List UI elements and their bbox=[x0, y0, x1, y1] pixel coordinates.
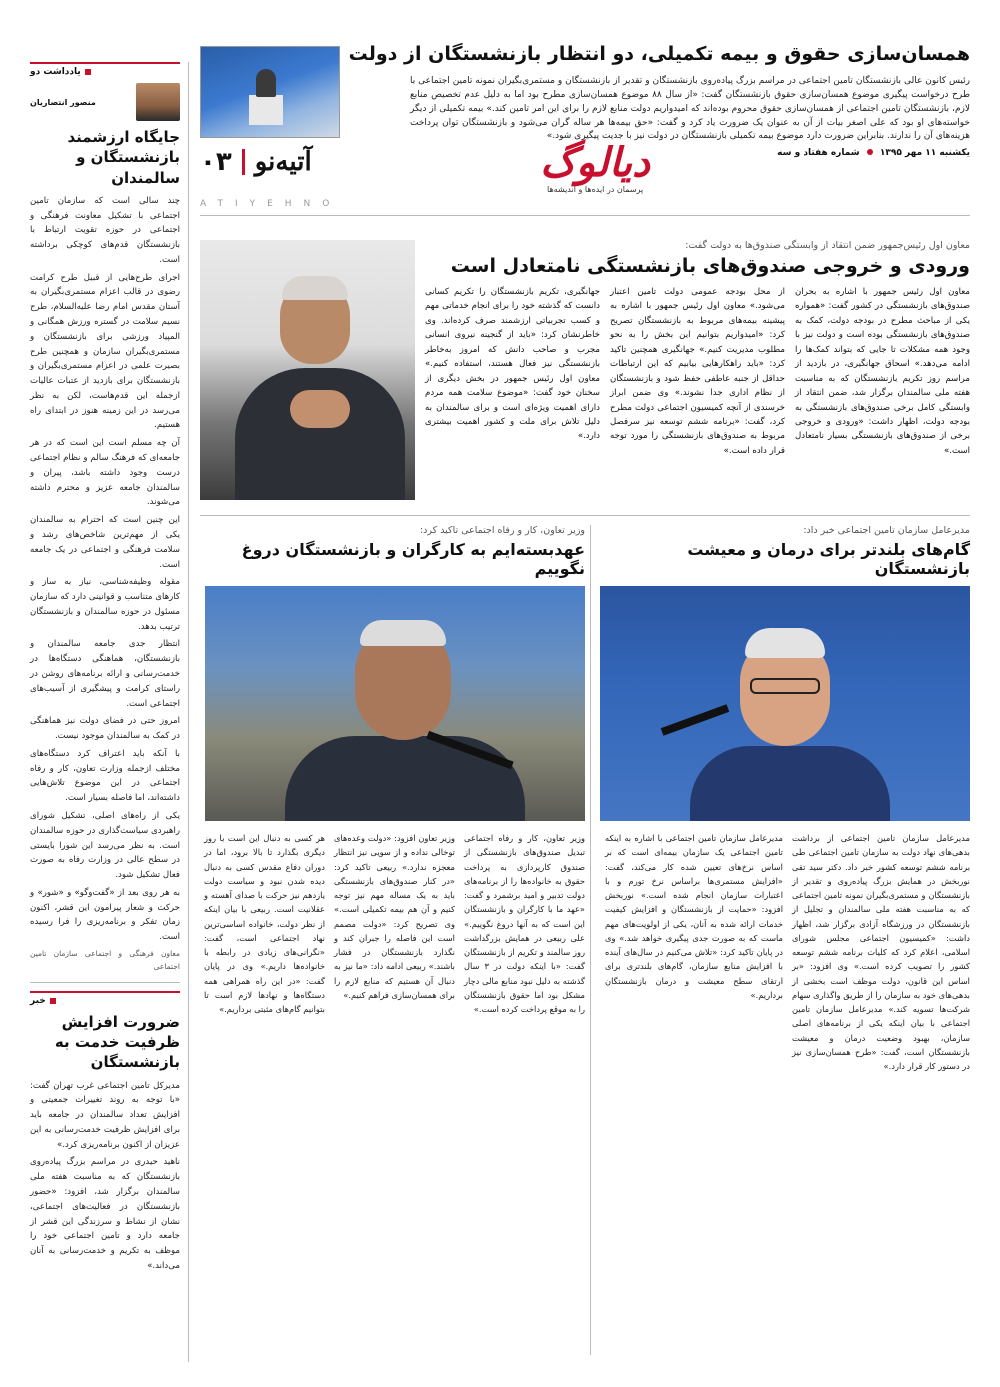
sidebar-para: این چنین است که احترام به سالمندان یکی از مهم‌ترین شاخص‌های رشد و سلامت فرهنگی و اجتماعی در یک جامعه است. bbox=[30, 515, 180, 570]
issue-number: شماره هفتاد و سه bbox=[777, 148, 860, 158]
story-photo bbox=[600, 586, 970, 821]
sidebar bbox=[30, 62, 180, 1277]
suit-shape bbox=[235, 368, 405, 500]
sidebar-para: انتظار جدی جامعه سالمندان و بازنشستگان، هماهنگی دستگاه‌ها در خدمت‌رسانی و ارائه برنامه‌های روشن در راستای کرامت و پیشگیری از آسیب‌های اجتماعی است. bbox=[30, 639, 180, 709]
square-bullet-icon bbox=[85, 69, 91, 75]
story-title[interactable]: عهدبسته‌ایم به کارگران و بازنشستگان دروغ نگوییم bbox=[241, 540, 585, 578]
kicker-label: یادداشت دو bbox=[30, 67, 81, 77]
story-ceo bbox=[595, 525, 970, 1074]
podium-shape bbox=[249, 95, 283, 125]
story-title[interactable]: گام‌های بلندتر برای درمان و معیشت بازنشستگان bbox=[687, 540, 970, 578]
news-kicker bbox=[30, 991, 180, 1006]
brand[interactable] bbox=[540, 139, 650, 194]
sidebar-para: یکی از راه‌های اصلی، تشکیل شورای راهبردی سیاست‌گذاری در حوزه سالمندان است. به نظر می‌رسد این شورا بایستی در سطح عالی در وزارت رفاه به صورت فعال تشکیل شود. bbox=[30, 811, 180, 881]
news-para: ناهید حیدری در مراسم بزرگ پیاده‌روی بازنشستگان که به مناسبت هفته ملی سالمندان برگزار شد، افزود: «حضور بازنشستگان در فعالیت‌های اجتماعی، نشان از نشاط و سرزندگی این قشر از جامعه دارد و تامین اجتماعی خود را موظف به تکریم و خدمت‌رسانی به آنان می‌داند.» bbox=[30, 1157, 180, 1271]
glasses-shape bbox=[750, 678, 820, 694]
text-column: از محل بودجه عمومی دولت تامین اعتبار می‌شود.» معاون اول رئیس جمهور با اشاره به پیشینه بیمه‌های مربوط به بازنشستگان تصریح کرد: «امیدواریم بتوانیم این بخش را به نحو مطلوب مدیریت کنیم.» جهانگیری همچنین تاکید کرد: «باید راهکارهایی بیابیم که این ارتباطات حداقل از جنبه عاطفی حفظ شود و بازنشستگان از نظام اداری جدا نشوند.» وی ضمن ابراز خرسندی از آنچه کمیسیون اجتماعی دولت مطرح کرد، گفت: «برنامه ششم توسعه نیز سرفصل مربوط به صندوق‌های بازنشستگی را مورد توجه قرار داده است.» bbox=[610, 287, 785, 456]
hair-shape bbox=[360, 620, 446, 646]
hands-shape bbox=[290, 390, 350, 428]
author-box bbox=[30, 83, 180, 121]
story-minister bbox=[200, 525, 585, 1016]
sidebar-source: معاون فرهنگی و اجتماعی سازمان تامین اجتماعی bbox=[30, 949, 180, 971]
page-number: ۰۳ bbox=[200, 147, 232, 177]
section-divider bbox=[242, 149, 245, 175]
story-kicker: وزیر تعاون، کار و رفاه اجتماعی تاکید کرد: bbox=[419, 525, 585, 536]
sidebar-para: امروز حتی در فضای دولت نیز هماهنگی در کمک به سالمندان موجود نیست. bbox=[30, 716, 180, 742]
sidebar-para: مقوله وظیفه‌شناسی، نیاز به ساز و کارهای متناسب و قوانینی دارد که سازمان مسئول در حوزه سالمندان و بازنشستگان ترتیب بدهد. bbox=[30, 577, 180, 632]
sidebar-divider bbox=[188, 62, 189, 1362]
teaser-body: رئیس کانون عالی بازنشستگان تامین اجتماعی در مراسم بزرگ پیاده‌روی بازنشستگان و تقدیر از بازنشستگان و مستمری‌بگیران نمونه تامین اجتماعی با طرح درخواست پیگیری موضوع همسان‌سازی حقوق بازنشستگان گفت: «از سال ۸۸ موضوع همسان‌سازی مطرح بود اما به دلیل عدم تخصیص منابع لازم، بازنشستگان تامین اجتماعی از همسان‌سازی حقوق محروم بوده‌اند که امیدواریم دولت منابع لازم را برای این امر تامین کند.» بیمه تکمیلی از دیگر خواسته‌های او بود که علی اصغر بیات از آن به عنوان یک ضرورت یاد کرد و گفت: «حق بیمه‌ها هر ساله گران می‌شود و بازنشستگان توان پرداخت هزینه‌های آن را ندارند. بنابراین ضرورت دارد موضوع بیمه تکمیلی بازنشستگان در دولت نیز با جدیت پیگیری شود.» bbox=[410, 75, 970, 142]
tagline: پرسمان در ایده‌ها و اندیشه‌ها bbox=[547, 185, 644, 194]
sidebar-separator bbox=[30, 982, 180, 983]
section-rule bbox=[200, 515, 970, 516]
microphone-icon bbox=[661, 704, 730, 735]
bullet-dot-icon bbox=[867, 149, 873, 155]
hair-shape bbox=[282, 276, 348, 300]
date-text: یکشنبه ۱۱ مهر ۱۳۹۵ bbox=[879, 148, 970, 158]
teaser-title[interactable]: همسان‌سازی حقوق و بیمه تکمیلی، دو انتظار بازنشستگان از دولت bbox=[348, 43, 970, 65]
sidebar-para: اجرای طرح‌هایی از قبیل طرح کرامت رضوی در قالب اعزام مستمری‌بگیران به آستان مقدس امام رضا علیه‌السلام، طرح نسیم سلامت در گستره ورزش همگانی و المپیاد ورزشی برای بازنشستگان و مستمری‌بگیران سازمان و همچنین طرح بصیرت علمی در اعزام مستمری‌بگیران و بازنشستگان برای بازدید از عتبات عالیات ازجمله این قدم‌هاست، لکن به نظر می‌رسد در این زمینه هنوز در ابتدای راه هستیم. bbox=[30, 272, 180, 431]
news-title[interactable]: ضرورت افزایش ظرفیت خدمت به بازنشستگان bbox=[54, 1012, 180, 1072]
column-divider bbox=[590, 525, 591, 1355]
lead-story bbox=[200, 240, 970, 510]
body-shape bbox=[285, 736, 525, 821]
masthead bbox=[200, 139, 970, 218]
text-column: هر کسی به دنبال این است با روز دیگری بگذارد تا بالا برود، اما در دوران دفاع مقدس کسی به دنبال دیده شدن نبود و سیاست دولت یازدهم نیز حرکت با صدای آهسته و عقلانیت است. ربیعی با بیان اینکه از نظر دولت، خانواده اساسی‌ترین نهاد اجتماعی است، گفت: «نگرانی‌های زیادی در رابطه با خانواده‌ها داریم.» وی در پایان گفت: «در این راه همراهی همه دستگاه‌ها و نهادها لازم است تا بتوانیم گام‌های مثبتی برداریم.» bbox=[204, 833, 325, 1015]
lead-story-kicker: معاون اول رئیس‌جمهور ضمن انتقاد از وابستگی صندوق‌ها به دولت گفت: bbox=[685, 240, 970, 251]
story-kicker: مدیرعامل سازمان تامین اجتماعی خبر داد: bbox=[803, 525, 970, 536]
text-column: جهانگیری، تکریم بازنشستگان را تکریم کسانی دانست که گذشته خود را برای انجام خدماتی مهم و کسب تجربیاتی ارزشمند صرف کرده‌اند. وی خاطرنشان کرد: «باید از گنجینه نیروی انسانی مجرب و صاحب دانش که امروز به‌خاطر بازنشستگی نیز فعال هستند، استفاده کنیم.» معاون اول رئیس جمهور در بخش دیگری از سخنان خود گفت: «موضوع سلامت همه مردم دارای اهمیت ویژه‌ای است و برای سالمندان به دلیل تلاش برای ملت و کشور اهمیت بیشتری دارد.» bbox=[425, 287, 600, 442]
news-para: مدیرکل تامین اجتماعی غرب تهران گفت: «با توجه به روند تغییرات جمعیتی و افزایش تعداد سالمندان در جامعه باید برای افزایش ظرفیت خدمت‌رسانی به این عزیزان از اکنون برنامه‌ریزی کرد.» bbox=[30, 1080, 180, 1150]
body-shape bbox=[690, 746, 890, 821]
sidebar-title[interactable]: جایگاه ارزشمند بازنشستگان و سالمندان bbox=[67, 128, 180, 187]
story-columns bbox=[595, 831, 970, 1074]
story-columns bbox=[200, 831, 585, 1016]
lead-story-photo bbox=[200, 240, 415, 500]
text-column: وزیر تعاون افزود: «دولت وعده‌های توخالی نداده و از سویی نیز انتظار معجزه ندارد.» ربیعی تاکید کرد: «در کنار صندوق‌های بازنشستگی باید به یک مساله مهم نیز توجه کنیم و آن هم بیمه تکمیلی است.» وی تصریح کرد: «دولت مصمم است این فاصله را جبران کند و نگذارد بازنشستگان در فشار باشند.» ربیعی ادامه داد: «ما نیز به دنبال آن هستیم که منابع لازم را برای همسان‌سازی فراهم کنیم.» bbox=[334, 833, 455, 1000]
square-bullet-icon bbox=[50, 998, 56, 1004]
latin-section-name: ATIYEHNO bbox=[200, 199, 342, 209]
kicker-label: خبر bbox=[30, 995, 46, 1006]
story-photo bbox=[205, 586, 585, 821]
sidebar-para: چند سالی است که سازمان تامین اجتماعی با تشکیل معاونت فرهنگی و اجتماعی در حوزه تقویت ارتباط با بازنشستگان قدم‌های کوچکی برداشته است. bbox=[30, 195, 180, 265]
section-title: آتیه‌نو bbox=[254, 147, 312, 177]
section-header bbox=[200, 147, 312, 177]
author-avatar bbox=[136, 83, 180, 121]
text-column: مدیرعامل سازمان تامین اجتماعی از برداشت بدهی‌های نهاد دولت به سازمان تامین اجتماعی طی برنامه ششم توسعه کشور خبر داد. دکتر سید تقی نوربخش در همایش بزرگ پیاده‌روی و تقدیر از بازنشستگان و مستمری‌بگیران نمونه تامین اجتماعی که به مناسبت هفته ملی سالمندان و تجلیل از بازنشستگان در ورزشگاه آزادی برگزار شد، اظهار داشت: «کمیسیون اجتماعی مجلس شورای اسلامی، اعلام کرد که کلیات برنامه ششم توسعه کشور را تصویب کرده است.» وی افزود: «بر اساس این قانون، دولت موظف است بخشی از بدهی‌های خود به سازمان را از طریق واگذاری سهام شرکت‌ها تسویه کند.» مدیرعامل سازمان تامین اجتماعی با بیان اینکه یکی از برنامه‌های اصلی سازمان، بهبود وضعیت درمان و معیشت بازنشستگان است، گفت: «طرح همسان‌سازی نیز در دستور کار قرار دارد.» bbox=[792, 833, 970, 1072]
speaker-figure bbox=[256, 69, 276, 97]
sidebar-para: آن چه مسلم است این است که در هر جامعه‌ای که فرهنگ سالم و نظام اجتماعی درست وجود داشته باشد، پیران و سالمندان جامعه عزیز و محترم داشته می‌شوند. bbox=[30, 438, 180, 508]
text-column: وزیر تعاون، کار و رفاه اجتماعی تبدیل صندوق‌های بازنشستگی از صندوق کارپردازی به پرداخت حقوق به خانواده‌ها را از برنامه‌های دولت تدبیر و امید برشمرد و گفت: «عهد ما با کارگران و بازنشستگان این است که به آنها دروغ نگوییم.» علی ربیعی در همایش بزرگداشت روز سالمند و تکریم از بازنشستگان گفت: «با اینکه دولت در ۳ سال گذشته به دلیل نبود منابع مالی دچار مشکل بود اما حقوق بازنشستگان را به موقع پرداخت کرده است.» bbox=[464, 833, 585, 1015]
text-column: مدیرعامل سازمان تامین اجتماعی با اشاره به اینکه تامین اجتماعی یک سازمان بیمه‌ای است که بر اساس نرخ‌های تعیین شده کار می‌کند، گفت: «افزایش مستمری‌ها براساس نرخ تورم و با اعتبارات سازمان انجام شده است.» نوربخش افزود: «حمایت از بازنشستگان و افزایش کیفیت خدمات ارائه شده به آنان، یکی از اولویت‌های مهم ماست که به صورت جدی پیگیری خواهد شد.» وی در پایان تاکید کرد: «تلاش می‌کنیم در سال‌های آینده با افزایش منابع سازمان، گام‌های بلندتری برای ارتقای سطح معیشت و درمان بازنشستگان برداریم.» bbox=[605, 833, 783, 1000]
text-column: معاون اول رئیس جمهور با اشاره به بحران صندوق‌های بازنشستگی در کشور گفت: «همواره یکی از مباحث مطرح در بودجه دولت، کمک به صندوق‌های بازنشستگی بوده است و دولت نیز با وجود همه مشکلات تا جایی که بتواند کمک‌ها را ادامه می‌دهد.» اسحاق جهانگیری، در بازدید از مراسم روز تکریم بازنشستگان که به مناسبت هفته ملی سالمندان برگزار شد، ضمن انتقاد از وابستگی کامل برخی صندوق‌های بازنشستگی به بودجه دولت، اظهار داشت: «ورودی و خروجی برخی از صندوق‌های بازنشستگی بسیار نامتعادل است.» bbox=[795, 287, 970, 456]
lead-story-columns bbox=[425, 285, 970, 458]
lead-story-title[interactable]: ورودی و خروجی صندوق‌های بازنشستگی نامتعادل است bbox=[450, 255, 970, 277]
author-name: منصور انتصاریان bbox=[30, 97, 96, 107]
teaser-photo bbox=[200, 46, 340, 138]
issue-date bbox=[777, 148, 970, 158]
hair-shape bbox=[745, 628, 825, 658]
sidebar-para: با آنکه باید اعتراف کرد دستگاه‌های مختلف ازجمله وزارت تعاون، کار و رفاه اجتماعی در این موضوع تلاش‌هایی داشته‌اند، اما فاصله بسیار است. bbox=[30, 748, 180, 804]
logo[interactable]: دیالوگ bbox=[540, 139, 650, 186]
sidebar-para: به هر روی بعد از «گفت‌وگو» و «شور» و حرکت و شعار پیرامون این قشر، اکنون زمان تفکر و برنامه‌ریزی را فرا رسیده است. bbox=[30, 887, 180, 943]
sidebar-kicker bbox=[30, 62, 180, 77]
masthead-rule bbox=[200, 215, 970, 216]
